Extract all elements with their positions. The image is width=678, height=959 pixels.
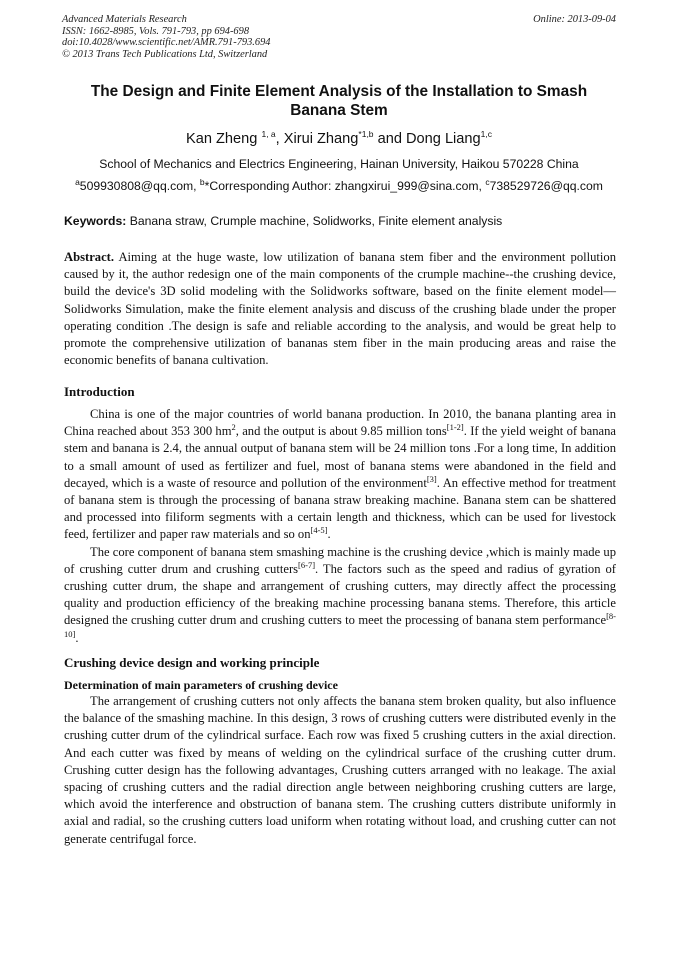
superscript: 2: [231, 422, 236, 433]
paragraph: [64, 406, 616, 544]
author-line: [62, 130, 616, 148]
email-text: *Corresponding Author: zhangxirui_999@sina.com,: [204, 179, 486, 193]
email-text: 509930808@qq.com,: [79, 179, 200, 193]
abstract-text: Aiming at the huge waste, low utilization of banana stem fiber and the environment pollution caused by it, the author redesign one of the main components of the crumple machine--the crushing device, build the device's 3D solid modeling with the Solidworks software, based on the finite element model—Solidworks Simulation, make the finite element analysis and discuss of the crushing blade under the proper operating condition .The design is safe and reliable according to the analysis, and would be great help to promote the comprehensive utilization of bananas stem fiber in the main producing areas and raise the economic benefits of banana cultivation.: [64, 250, 616, 368]
author-separator: and: [373, 131, 406, 147]
keywords: [64, 214, 616, 229]
email-text: 738529726@qq.com: [489, 179, 603, 193]
introduction-body: [64, 406, 616, 647]
online-date: Online: 2013-09-04: [533, 14, 616, 25]
citation: [6-7]: [298, 559, 316, 570]
journal-header: [62, 14, 616, 60]
paragraph-text: The core component of banana stem smashing machine is the crushing device ,which is mainly made up of crushing cutter drum and crushing cutters: [64, 544, 616, 576]
author-superscript: 1, a: [261, 129, 276, 140]
paragraph: [64, 544, 616, 647]
section2-body: [64, 693, 616, 848]
paper-title: The Design and Finite Element Analysis of the Installation to Smash Banana Stem: [90, 83, 588, 119]
paragraph-text: .: [75, 630, 79, 645]
paragraph-text: , and the output is about 9.85 million tons: [235, 424, 447, 439]
journal-name: Advanced Materials Research: [62, 14, 187, 25]
paragraph-text: . The factors such as the speed and radius of gyration of crushing cutter drum, the shape and arrangement of crushing cutters, may directly affect the processing quality and production efficiency of the breaking machine processing banana stems. Therefore, this article designed the crushing cutter drum and crushing cutters to meet the processing of banana stem performance: [64, 561, 616, 628]
email-line: [62, 176, 616, 194]
author-name: Xirui Zhang: [283, 131, 359, 147]
paragraph-text: .: [327, 527, 331, 542]
author-superscript: 1,c: [480, 129, 492, 140]
section-heading-introduction: Introduction: [64, 384, 135, 399]
email-superscript: c: [485, 176, 490, 187]
author-name: Kan Zheng: [186, 131, 258, 147]
abstract-label: Abstract.: [64, 250, 115, 264]
citation: [8-10]: [64, 611, 616, 639]
citation: [4-5]: [310, 525, 328, 536]
keywords-label: Keywords:: [64, 214, 127, 228]
citation: [3]: [426, 473, 437, 484]
email-superscript: a: [75, 176, 80, 187]
keywords-text: Banana straw, Crumple machine, Solidworks, Finite element analysis: [126, 214, 503, 228]
doi-line: doi:10.4028/www.scientific.net/AMR.791-793.694: [62, 37, 271, 49]
email-superscript: b: [199, 176, 205, 187]
author-separator: ,: [275, 131, 284, 147]
subsection-heading: Determination of main parameters of crushing device: [64, 678, 338, 692]
paragraph-text: . If the yield weight of banana stem and banana is 2.4, the annual output of banana stem will be 24 million tons .For a long time, In addition to a small amount of used as fertilizer and fuel, most of banana stems were abandoned in the field and decayed, which is a waste of resource and pollution of the environment: [64, 424, 617, 490]
citation: [1-2]: [446, 422, 464, 433]
author-superscript: *1,b: [358, 129, 374, 140]
author-name: Dong Liang: [406, 131, 481, 147]
copyright-line: © 2013 Trans Tech Publications Ltd, Switzerland: [62, 48, 268, 60]
issn-line: ISSN: 1662-8985, Vols. 791-793, pp 694-698: [62, 25, 250, 37]
affiliation: School of Mechanics and Electrics Engineering, Hainan University, Haikou 570228 China: [99, 157, 579, 171]
section-heading-crushing-device: Crushing device design and working principle: [64, 655, 320, 670]
abstract: [64, 249, 616, 369]
paragraph: The arrangement of crushing cutters not only affects the banana stem broken quality, but also influence the balance of the smashing machine. In this design, 3 rows of crushing cutters were distributed evenly in the crushing cutter drum of the cylindrical surface. Each row was fixed 5 crushing cutters in the axial direction. And each cutter was fixed by means of welding on the cylindrical surface of the crushing cutter drum. Crushing cutter design has the following advantages, Crushing cutters arranged with no leakage. The axial spacing of crushing cutters and the radial direction angle between neighboring crushing cutters are large, which avoid the interference and obstruction of banana stem. The crushing cutters distribute uniformly in axial and radial, so the crushing cutters load uniform when rotating without load, and crushing cutter can not generate centrifugal force.: [64, 694, 616, 846]
paragraph-text: . An effective method for treatment of banana stem is through the processing of banana straw breaking machine. Banana stem can be shattered and processed into filiform segments with a certain length and thickness, which can be used for livestock feed, fertilizer and paper raw materials and so on: [64, 475, 616, 542]
paragraph-text: China is one of the major countries of world banana production. In 2010, the banana planting area in China reached about 353 300 hm: [64, 407, 616, 439]
